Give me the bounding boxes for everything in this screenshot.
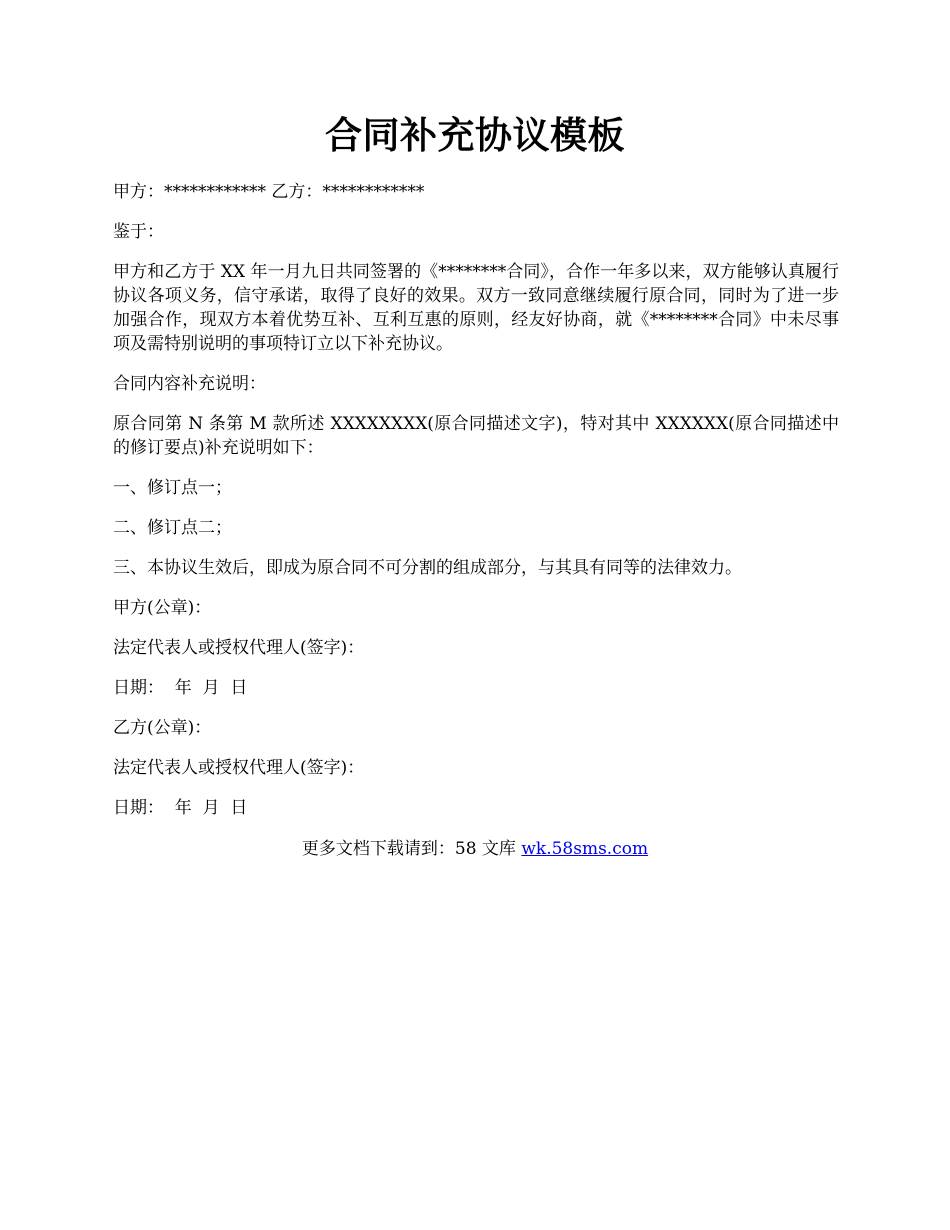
document-body xyxy=(113,180,839,836)
document-title: 合同补充协议模板 xyxy=(325,113,625,157)
list-item: 三、本协议生效后，即成为原合同不可分割的组成部分，与其具有同等的法律效力。 xyxy=(113,558,742,578)
supplement-label: 合同内容补充说明： xyxy=(113,374,266,394)
whereas-label: 鉴于： xyxy=(113,222,164,242)
party-b-representative: 法定代表人或授权代理人(签字)： xyxy=(113,758,365,778)
party-b-date: 日期： 年 月 日 xyxy=(113,798,248,818)
list-item: 一、修订点一； xyxy=(113,478,232,498)
party-a-representative: 法定代表人或授权代理人(签字)： xyxy=(113,638,365,658)
footer xyxy=(0,837,950,861)
party-b-seal: 乙方(公章)： xyxy=(113,718,212,738)
supplement-paragraph: 原合同第 N 条第 M 款所述 XXXXXXXX(原合同描述文字)，特对其中 XXXXXX(原合同描述中的修订要点)补充说明如下： xyxy=(113,414,839,458)
footer-text: 更多文档下载请到：58 文库 xyxy=(301,839,522,859)
intro-paragraph: 甲方和乙方于 XX 年一月九日共同签署的《********合同》，合作一年多以来，双方能够认真履行协议各项义务，信守承诺，取得了良好的效果。双方一致同意继续履行原合同，同时为了进一步加强合作，现双方本着优势互补、互利互惠的原则，经友好协商，就《********合同》中未尽事项及需特别说明的事项特订立以下补充协议。 xyxy=(113,262,839,354)
list-item: 二、修订点二； xyxy=(113,518,232,538)
parties-line: 甲方：************ 乙方：************ xyxy=(113,182,425,202)
footer-link[interactable]: wk.58sms.com xyxy=(521,839,649,859)
party-a-date: 日期： 年 月 日 xyxy=(113,678,248,698)
party-a-seal: 甲方(公章)： xyxy=(113,598,212,618)
